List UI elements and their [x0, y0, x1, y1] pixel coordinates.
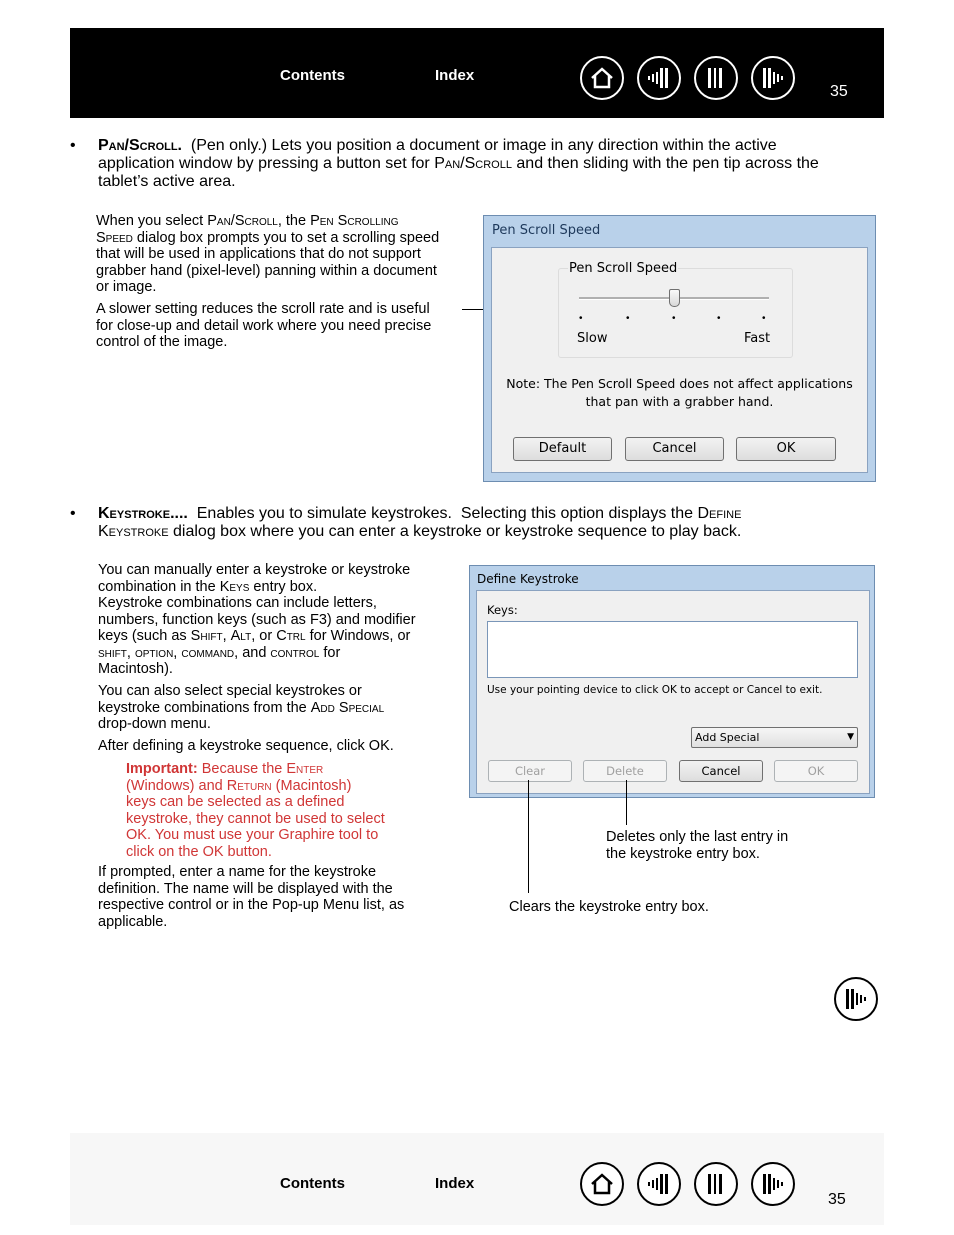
- keystroke-para4: [98, 864, 448, 930]
- next-page-icon[interactable]: [751, 56, 795, 100]
- text-line: tablet’s active area.: [98, 173, 236, 190]
- text: You can manually enter a keystroke or keystroke: [98, 562, 411, 578]
- ok-button[interactable]: OK: [736, 437, 836, 461]
- term: Pan/Scroll: [207, 213, 278, 229]
- text-line: Enables you to simulate keystrokes. Selecting this option displays the: [187, 505, 698, 522]
- text-line: and then sliding with the pen tip across the: [511, 155, 819, 172]
- contents-link[interactable]: Contents: [280, 1175, 345, 1192]
- keys-label: Keys:: [487, 603, 518, 617]
- groupbox-label: Pen Scroll Speed: [569, 261, 678, 276]
- pan-scroll-para2: [96, 301, 476, 351]
- next-page-icon[interactable]: [834, 977, 878, 1021]
- keystroke-para3: After defining a keystroke sequence, click OK.: [98, 738, 394, 754]
- header-bar: [70, 28, 884, 118]
- text: applicable.: [98, 913, 168, 930]
- term: Alt: [230, 628, 252, 644]
- keystroke-para2: [98, 683, 448, 733]
- keystroke-para1: [98, 562, 448, 678]
- keystroke-intro: [98, 505, 888, 541]
- text: You can also select special keystrokes or: [98, 683, 362, 699]
- text: drop-down menu.: [98, 716, 211, 732]
- fast-label: Fast: [744, 331, 771, 346]
- dialog-note: [492, 375, 867, 411]
- index-link[interactable]: Index: [435, 1175, 475, 1192]
- next-page-icon[interactable]: [751, 1162, 795, 1206]
- dialog-hint: Use your pointing device to click OK to accept or Cancel to exit.: [487, 684, 823, 696]
- text: for: [319, 644, 341, 661]
- dialog-client: [476, 590, 870, 794]
- text: control of the image.: [96, 334, 228, 350]
- term: Ctrl: [276, 628, 306, 644]
- section-icon[interactable]: [694, 56, 738, 100]
- term: command: [181, 644, 235, 661]
- page-number: 35: [830, 83, 848, 100]
- text: entry box.: [249, 578, 318, 595]
- term: shift: [98, 644, 127, 661]
- text: (Macintosh): [271, 777, 352, 794]
- term: Keystroke: [98, 523, 169, 540]
- callout-clear: Clears the keystroke entry box.: [509, 899, 709, 915]
- bullet: •: [70, 137, 76, 154]
- term: Add Special: [310, 699, 385, 716]
- define-keystroke-dialog: [469, 565, 875, 798]
- text: click on the OK button.: [126, 843, 272, 860]
- term: Enter: [286, 761, 324, 777]
- tick-mark: •: [672, 313, 676, 324]
- contents-link[interactable]: Contents: [280, 67, 345, 84]
- tick-mark: •: [626, 313, 630, 324]
- back-page-icon[interactable]: [637, 1162, 681, 1206]
- text: for Windows, or: [305, 628, 411, 644]
- pan-scroll-term: Pan/Scroll.: [98, 137, 183, 154]
- speed-groupbox: [558, 261, 793, 358]
- ok-button[interactable]: OK: [774, 760, 858, 782]
- text: ,: [126, 644, 135, 661]
- page-number: 35: [828, 1191, 846, 1208]
- callout-line: [626, 780, 627, 825]
- text: grabber hand (pixel-level) panning within a document: [96, 262, 437, 279]
- important-label: Important:: [126, 761, 198, 777]
- term: Pen Scrolling: [310, 213, 399, 229]
- dialog-title: Define Keystroke: [477, 572, 579, 586]
- bullet: •: [70, 505, 76, 522]
- term: Pan/Scroll: [434, 155, 512, 172]
- term: Shift: [190, 628, 223, 644]
- term: Return: [226, 777, 272, 794]
- callout-line: [528, 780, 529, 893]
- term: control: [270, 644, 320, 661]
- text: Deletes only the last entry in: [606, 829, 789, 845]
- footer-bar: [70, 1133, 884, 1225]
- pen-scroll-speed-dialog: [483, 215, 876, 482]
- note-line: Note: The Pen Scroll Speed does not affect applications: [506, 376, 853, 391]
- add-special-value: Add Special: [695, 731, 760, 744]
- term: Speed: [96, 229, 133, 246]
- text: keys (such as: [98, 628, 191, 644]
- important-note: [126, 761, 426, 860]
- tick-mark: •: [579, 313, 583, 324]
- text: , or: [251, 628, 277, 644]
- slow-label: Slow: [577, 331, 608, 346]
- text: , and: [234, 644, 271, 661]
- text: Keystroke combinations can include letters,: [98, 595, 377, 611]
- home-icon[interactable]: [580, 1162, 624, 1206]
- chevron-down-icon: ▼: [847, 732, 854, 742]
- text: (Windows) and: [126, 777, 227, 794]
- add-special-dropdown[interactable]: [691, 727, 858, 748]
- text: that will be used in applications that do not support: [96, 246, 421, 262]
- keystroke-term: Keystroke....: [98, 505, 188, 522]
- text: A slower setting reduces the scroll rate and is useful: [96, 301, 430, 317]
- pan-scroll-para1: [96, 213, 476, 296]
- term: option: [134, 644, 174, 661]
- delete-button[interactable]: Delete: [583, 760, 667, 782]
- text: OK. You must use your Graphire tool to: [126, 827, 379, 843]
- text: Macintosh).: [98, 661, 173, 677]
- text: for close-up and detail work where you need precise: [96, 317, 432, 334]
- text: definition. The name will be displayed with the: [98, 880, 393, 897]
- text: the keystroke entry box.: [606, 845, 760, 862]
- text: dialog box prompts you to set a scrolling speed: [132, 229, 440, 246]
- cancel-button[interactable]: Cancel: [679, 760, 763, 782]
- text-line: application window by pressing a button set for: [98, 155, 435, 172]
- dialog-client: [491, 247, 868, 473]
- slider-thumb[interactable]: [669, 289, 680, 307]
- back-page-icon[interactable]: [637, 56, 681, 100]
- text: , the: [277, 213, 311, 229]
- default-button[interactable]: Default: [513, 437, 612, 461]
- text: keystroke combinations from the: [98, 699, 311, 716]
- text: keys can be selected as a defined: [126, 794, 345, 810]
- index-link[interactable]: Index: [435, 67, 475, 84]
- callout-delete: [606, 829, 866, 862]
- keys-input[interactable]: [487, 621, 858, 678]
- text: or image.: [96, 279, 157, 295]
- text: keystroke, they cannot be used to select: [126, 810, 385, 827]
- term: Keys: [219, 578, 250, 595]
- section-icon[interactable]: [694, 1162, 738, 1206]
- text: When you select: [96, 213, 208, 229]
- text-line: (Pen only.) Lets you position a document or image in any direction within the active: [190, 137, 777, 154]
- text: Because the: [197, 761, 287, 777]
- tick-mark: •: [717, 313, 721, 324]
- cancel-button[interactable]: Cancel: [625, 437, 724, 461]
- text: respective control or in the Pop-up Menu list, as: [98, 897, 405, 913]
- text: If prompted, enter a name for the keystroke: [98, 864, 377, 880]
- home-icon[interactable]: [580, 56, 624, 100]
- term: Define: [697, 505, 742, 522]
- text-line: dialog box where you can enter a keystroke or keystroke sequence to play back.: [168, 523, 742, 540]
- clear-button[interactable]: Clear: [488, 760, 572, 782]
- text: ,: [173, 644, 182, 661]
- note-line: that pan with a grabber hand.: [585, 394, 774, 409]
- text: combination in the: [98, 578, 220, 595]
- tick-mark: •: [762, 313, 766, 324]
- dialog-title: Pen Scroll Speed: [492, 223, 601, 238]
- text: numbers, function keys (such as F3) and modifier: [98, 611, 416, 628]
- pan-scroll-intro: [98, 137, 888, 191]
- text: ,: [222, 628, 231, 644]
